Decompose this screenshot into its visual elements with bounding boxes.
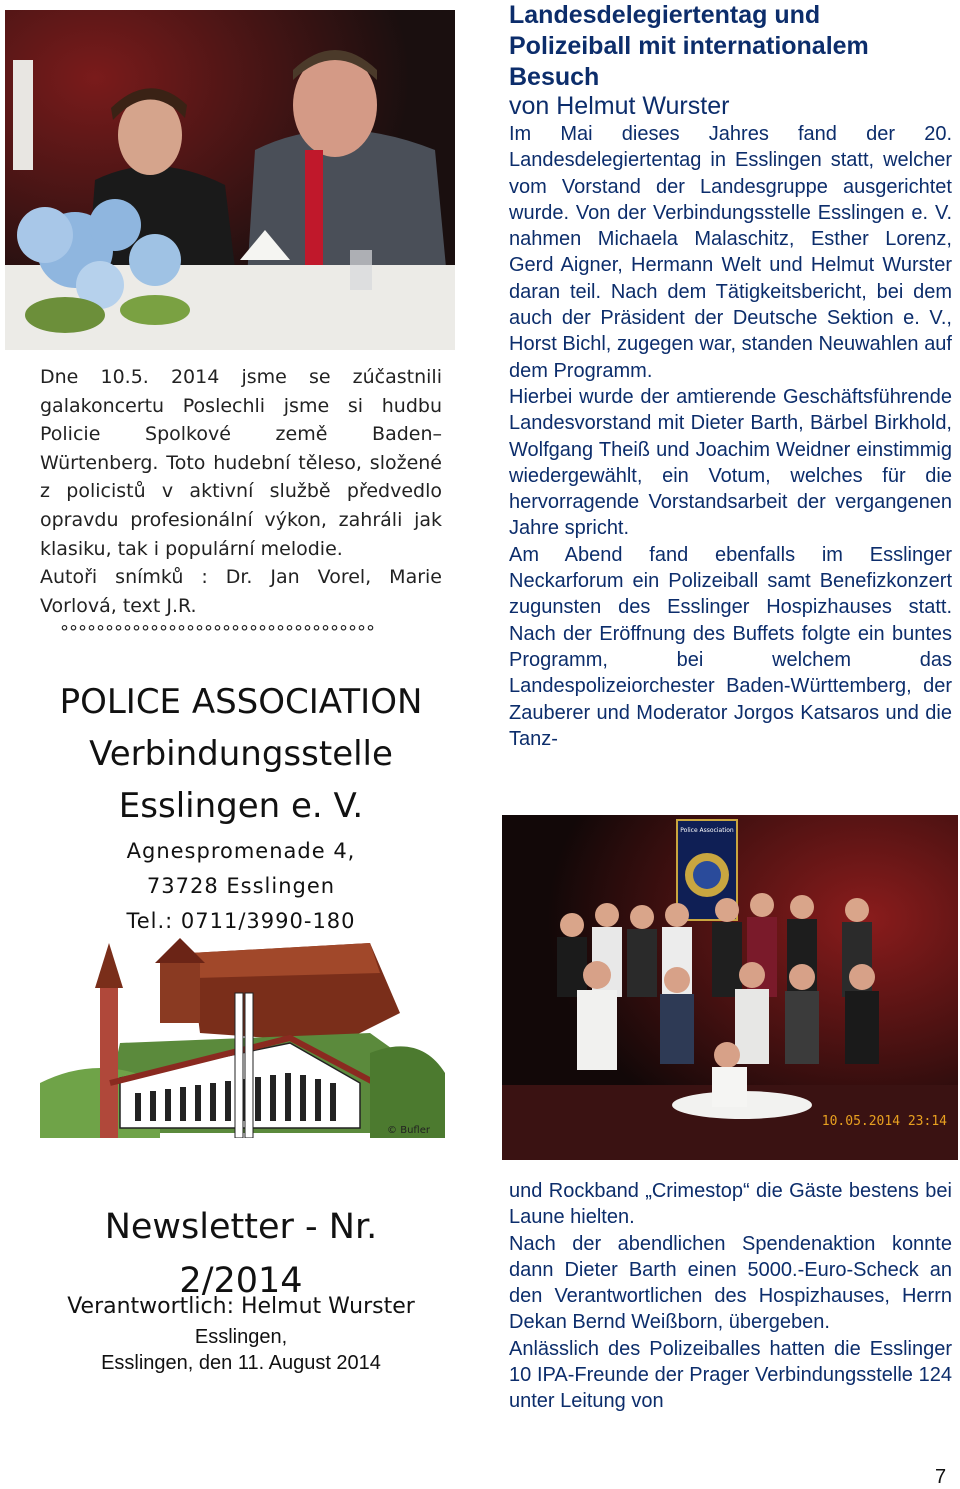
- article-column-top: [509, 121, 952, 752]
- separator-line: °°°°°°°°°°°°°°°°°°°°°°°°°°°°°°°°°°°: [60, 622, 375, 643]
- association-phone: Tel.: 0711/3990-180: [126, 909, 356, 933]
- article-paragraph: Im Mai dieses Jahres fand der 20. Landesdelegiertentag in Esslingen statt, welcher vom Vorstand der Landesgruppe ausgerichtet wurde. Von der Verbindungsstelle Esslingen e. V. nahmen Michaela Malaschitz, Esther Lorenz, Gerd Aigner, Hermann Welt und Helmut Wurster daran teil. Nach dem Tätigkeitsbericht, bei dem auch der Präsident der Deutsche Sektion e. V., Horst Bichl, zugegen war, standen Neuwahlen auf dem Programm.: [509, 123, 952, 382]
- photo-credits: Autoři snímků : Dr. Jan Vorel, Marie Vorlová, text J.R.: [40, 566, 442, 617]
- newsletter-city: Esslingen,: [194, 1326, 288, 1348]
- castle-drawing: [40, 933, 445, 1138]
- czech-paragraph: Dne 10.5. 2014 jsme se zúčastnili galakoncertu Poslechli jsme si hudbu Policie Spolkové země Baden–Würtenberg. Toto hudební těleso, složené z policistů v aktivní službě předvedlo opravdu profesionální výkon, zahráli jak klasiku, tak i populární melodie.: [40, 366, 442, 560]
- photo-timestamp: 10.05.2014 23:14: [821, 1114, 947, 1129]
- association-name: [40, 676, 442, 832]
- newsletter-title-line1: Newsletter - Nr.: [104, 1207, 378, 1247]
- association-line2: Verbindungsstelle: [89, 734, 393, 774]
- article-column-bottom: [509, 1178, 952, 1415]
- article-byline: von Helmut Wurster: [509, 92, 730, 120]
- association-address: [40, 834, 442, 939]
- article-paragraph: Nach der abendlichen Spendenaktion konnte dann Dieter Barth einen 5000.-Euro-Scheck an den Verantwortlichen des Hospizhauses, Herrn Dekan Bernd Weißborn, übergeben.: [509, 1232, 952, 1334]
- drawing-signature: © Bufler: [387, 1125, 430, 1136]
- article-paragraph: Am Abend fand ebenfalls im Esslinger Neckarforum ein Polizeiball samt Benefizkonzert zugunsten des Esslinger Hospizhauses statt. Nach der Eröffnung des Buffets folgte ein buntes Programm, bei welchem das Landespolizeiorchester Baden-Württemberg, der Zauberer und Moderator Jorgos Katsaros und die Tanz-: [509, 543, 952, 750]
- group-photo: [502, 815, 958, 1160]
- article-headline: Landesdelegiertentag und Polizeiball mit internationalem Besuch: [509, 1, 869, 91]
- address-city: 73728 Esslingen: [146, 874, 336, 898]
- czech-report: [40, 363, 442, 620]
- article-paragraph: Hierbei wurde der amtierende Geschäftsführende Landesvorstand mit Dieter Barth, Bärbel Birkhold, Wolfgang Theiß und Joachim Weidner einstimmig wiedergewählt, ein Votum, welches für die hervorragende Vorstandsarbeit der vergangenen Jahre spricht.: [509, 385, 952, 540]
- article-paragraph: und Rockband „Crimestop“ die Gäste bestens bei Laune hielten.: [509, 1180, 952, 1229]
- newsletter-date: Esslingen, den 11. August 2014: [101, 1352, 381, 1374]
- newsletter-title-line2: 2/2014: [179, 1261, 303, 1301]
- responsible-person: Verantwortlich: Helmut Wurster: [67, 1294, 415, 1319]
- association-line1: POLICE ASSOCIATION: [59, 682, 423, 722]
- article-paragraph: Anlässlich des Polizeiballes hatten die Esslinger 10 IPA-Freunde der Prager Verbindungsstelle 124 unter Leitung von: [509, 1337, 952, 1413]
- association-line3: Esslingen e. V.: [118, 786, 364, 826]
- page-number: 7: [935, 1466, 947, 1488]
- newsletter-title: [40, 1200, 442, 1308]
- address-street: Agnespromenade 4,: [126, 839, 356, 863]
- banner-text: Police Association: [680, 827, 734, 834]
- gala-table-photo: [5, 10, 455, 350]
